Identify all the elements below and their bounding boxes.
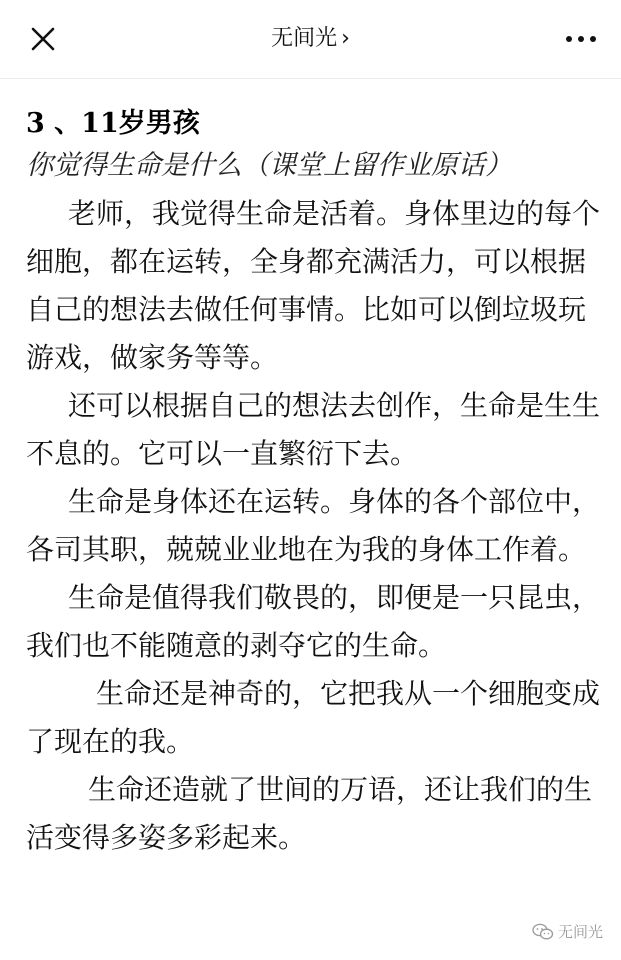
top-bar	[0, 0, 621, 79]
paragraph: 生命是值得我们敬畏的，即便是一只昆虫，我们也不能随意的剥夺它的生命。	[26, 581, 601, 662]
article-subtitle: 你觉得生命是什么（课堂上留作业原话）	[26, 150, 512, 181]
chevron-right-icon: ›	[341, 26, 350, 51]
more-button[interactable]	[563, 26, 599, 52]
paragraph: 生命是身体还在运转。身体的各个部位中，各司其职，兢兢业业地在为我的身体工作着。	[26, 485, 601, 566]
account-title-link[interactable]	[0, 22, 621, 56]
article-body	[26, 104, 606, 862]
watermark-text: 无间光	[557, 923, 603, 941]
paragraph: 生命还是神奇的，它把我从一个细胞变成了现在的我。	[26, 677, 601, 758]
paragraph: 还可以根据自己的想法去创作，生命是生生不息的。它可以一直繁衍下去。	[26, 389, 601, 470]
article-heading: 3 、11岁男孩	[26, 108, 200, 139]
watermark	[532, 921, 603, 942]
wechat-icon	[532, 923, 554, 941]
paragraph: 老师，我觉得生命是活着。身体里边的每个细胞，都在运转，全身都充满活力，可以根据自己的想法去做任何事情。比如可以倒垃圾玩游戏，做家务等等。	[26, 197, 601, 374]
account-title: 无间光	[271, 26, 338, 51]
more-dots-icon	[563, 26, 599, 52]
paragraph: 生命还造就了世间的万语，还让我们的生活变得多姿多彩起来。	[26, 773, 593, 854]
